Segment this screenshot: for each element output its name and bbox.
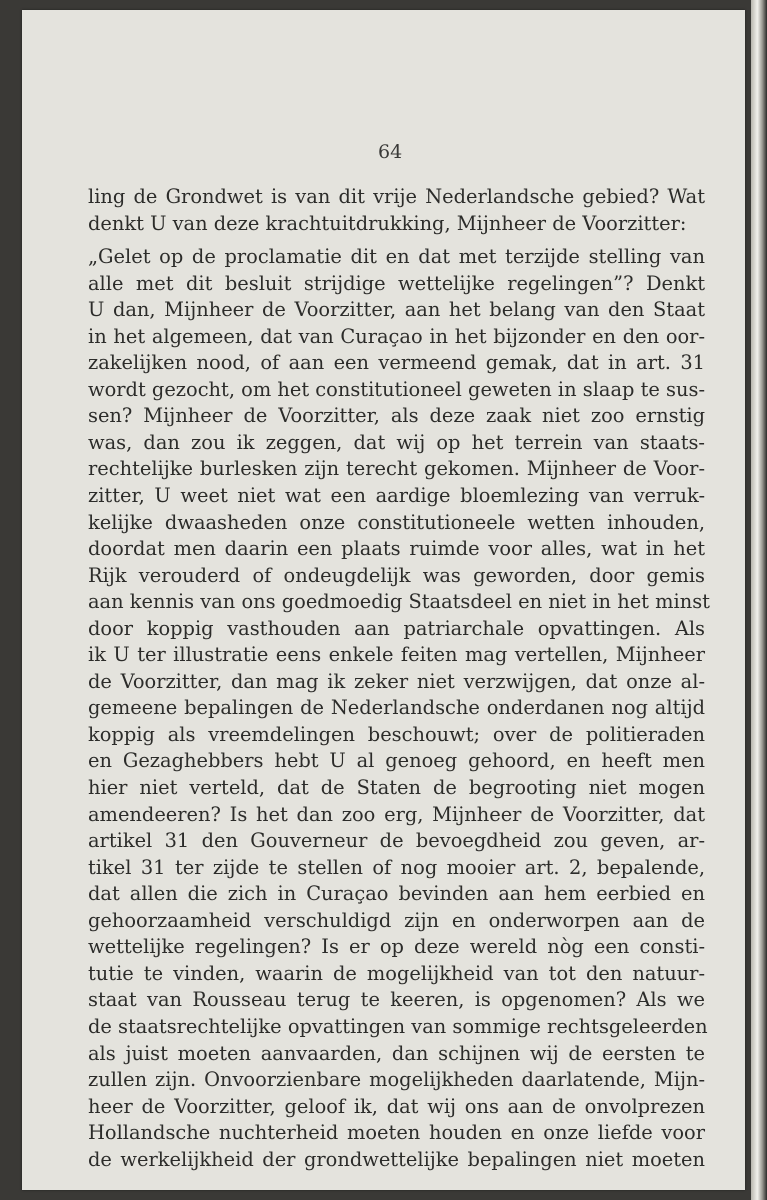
text-line: wordt gezocht, om het constitutioneel geweten in slaap te sus- — [88, 377, 705, 401]
text-line: als juist moeten aanvaarden, dan schijnen wij de eersten te — [88, 1041, 705, 1065]
text-line: was, dan zou ik zeggen, dat wij op het terrein van staats- — [88, 430, 705, 454]
text-line: doordat men daarin een plaats ruimde voor alles, wat in het — [88, 537, 705, 561]
text-line: rechtelijke burlesken zijn terecht gekomen. Mijnheer de Voor- — [88, 457, 705, 481]
text-line: door koppig vasthouden aan patriarchale opvattingen. Als — [88, 616, 705, 640]
text-line: alle met dit besluit strijdige wettelijke regelingen”? Denkt — [88, 271, 705, 295]
text-line: ling de Grondwet is van dit vrije Nederlandsche gebied? Wat — [88, 185, 705, 208]
text-line: zullen zijn. Onvoorzienbare mogelijkheden daarlatende, Mijn- — [88, 1068, 705, 1092]
text-line: de staatsrechtelijke opvattingen van sommige rechtsgeleerden — [88, 1014, 708, 1038]
text-line: de werkelijkheid der grondwettelijke bepalingen niet moeten — [88, 1147, 705, 1171]
text-line: amendeeren? Is het dan zoo erg, Mijnheer de Voorzitter, dat — [88, 802, 705, 826]
text-line: koppig als vreemdelingen beschouwt; over de politieraden — [88, 722, 705, 746]
text-line: zitter, U weet niet wat een aardige bloemlezing van verruk- — [88, 484, 705, 508]
text-line: gehoorzaamheid verschuldigd zijn en onderworpen aan de — [88, 908, 705, 932]
page-number: 64 — [378, 141, 403, 163]
text-line: tutie te vinden, waarin de mogelijkheid van tot den natuur- — [88, 961, 705, 985]
body-text — [88, 184, 710, 1173]
text-line: „Gelet op de proclamatie dit en dat met terzijde stelling van — [88, 245, 705, 269]
text-line: in het algemeen, dat van Curaçao in het bijzonder en den oor- — [88, 324, 705, 348]
book-page — [22, 10, 745, 1190]
text-line: kelijke dwaasheden onze constitutioneele wetten inhouden, — [88, 510, 705, 534]
text-line: de Voorzitter, dan mag ik zeker niet verzwijgen, dat onze al- — [88, 669, 705, 693]
text-line: tikel 31 ter zijde te stellen of nog mooier art. 2, bepalende, — [88, 855, 705, 879]
text-line: sen? Mijnheer de Voorzitter, als deze zaak niet zoo ernstig — [88, 404, 705, 428]
text-line: wettelijke regelingen? Is er op deze wereld nòg een consti- — [88, 935, 705, 959]
text-line: aan kennis van ons goedmoedig Staatsdeel en niet in het minst — [88, 590, 710, 614]
text-line: staat van Rousseau terug te keeren, is opgenomen? Als we — [88, 988, 705, 1012]
text-line: dat allen die zich in Curaçao bevinden aan hem eerbied en — [88, 882, 705, 906]
text-line: denkt U van deze krachtuitdrukking, Mijnheer de Voorzitter: — [88, 211, 687, 235]
text-line: heer de Voorzitter, geloof ik, dat wij ons aan de onvolprezen — [88, 1094, 705, 1118]
text-line: gemeene bepalingen de Nederlandsche onderdanen nog altijd — [88, 696, 705, 720]
text-line: en Gezaghebbers hebt U al genoeg gehoord, en heeft men — [88, 749, 705, 773]
next-page-edge — [751, 0, 767, 1200]
text-line: U dan, Mijnheer de Voorzitter, aan het belang van den Staat — [88, 298, 705, 322]
text-line: zakelijken nood, of aan een vermeend gemak, dat in art. 31 — [88, 351, 705, 375]
text-line: Hollandsche nuchterheid moeten houden en onze liefde voor — [88, 1121, 705, 1145]
text-line: ik U ter illustratie eens enkele feiten mag vertellen, Mijnheer — [88, 643, 705, 667]
text-line: Rijk verouderd of ondeugdelijk was geworden, door gemis — [88, 563, 705, 587]
text-line: artikel 31 den Gouverneur de bevoegdheid zou geven, ar- — [88, 829, 705, 853]
text-line: hier niet verteld, dat de Staten de begrooting niet mogen — [88, 776, 705, 800]
